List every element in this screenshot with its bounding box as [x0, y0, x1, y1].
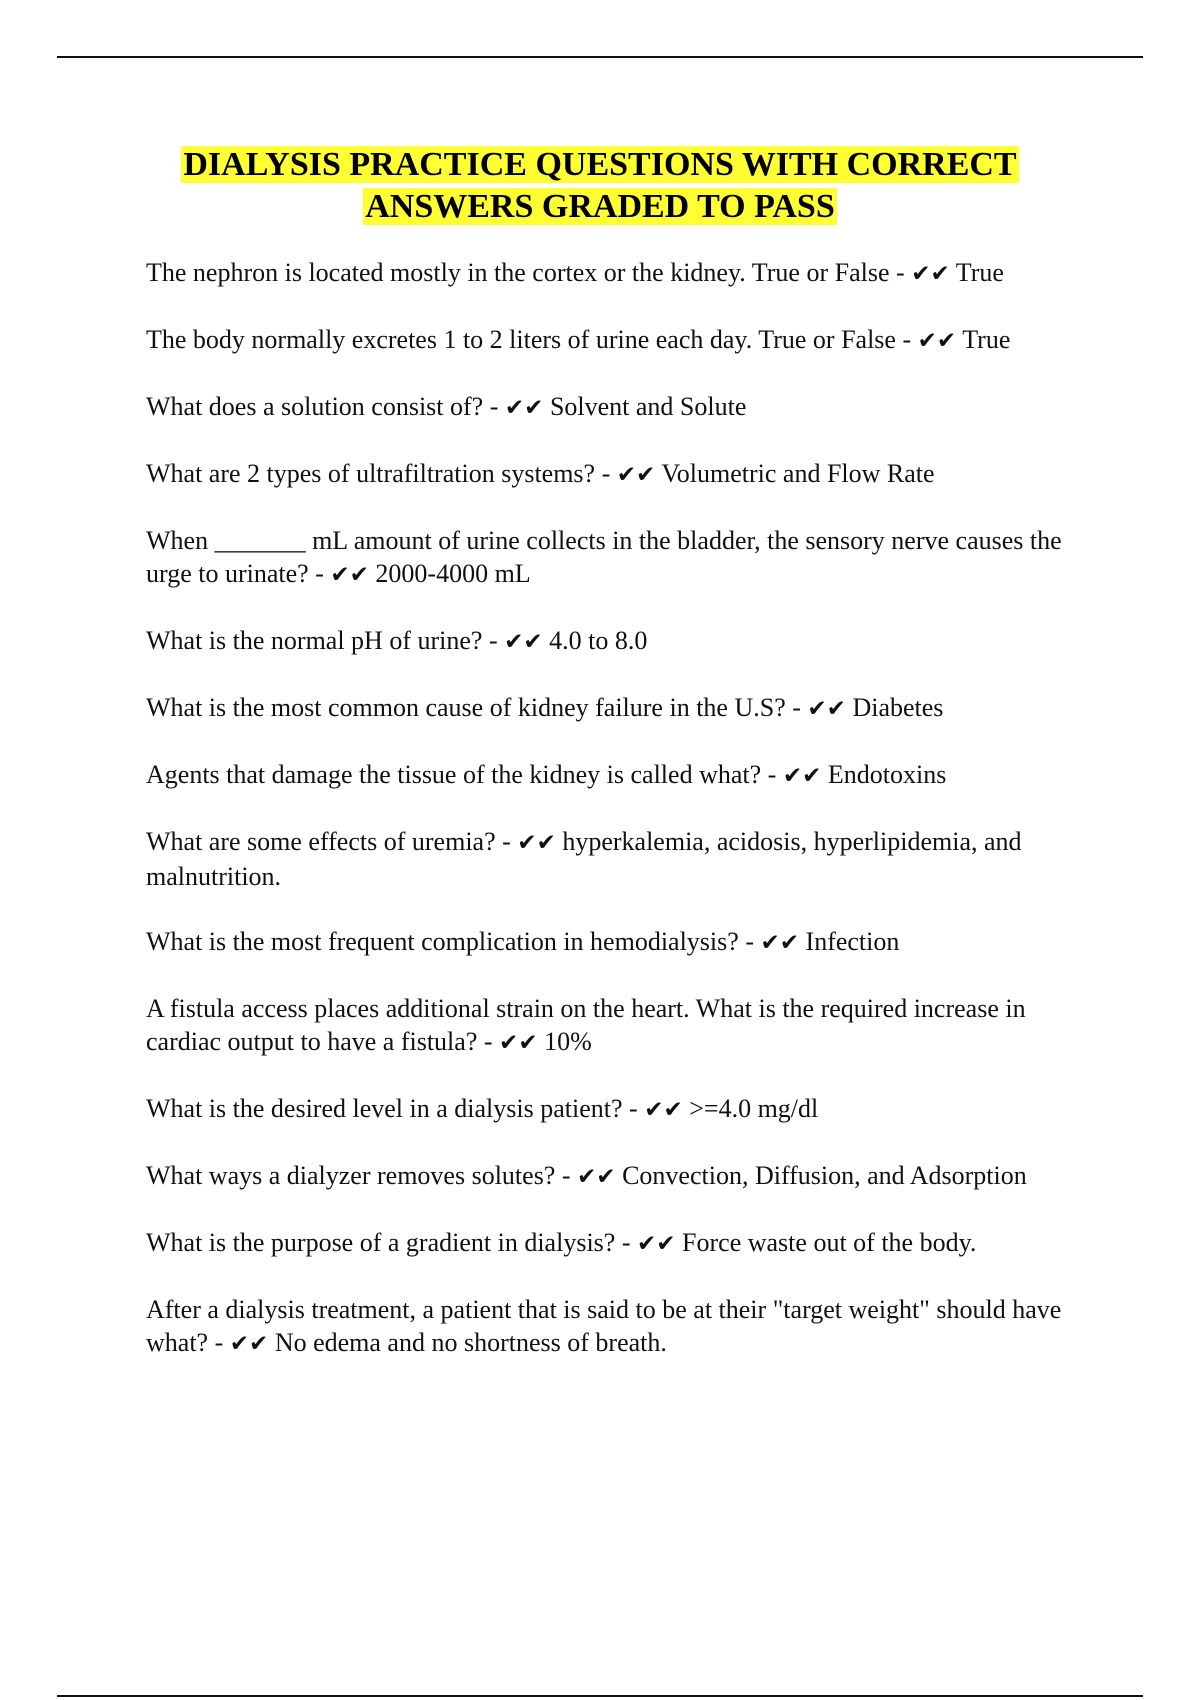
- answer-text: Convection, Diffusion, and Adsorption: [622, 1161, 1027, 1190]
- separator: -: [738, 927, 761, 956]
- qa-item: [146, 925, 1106, 960]
- answer-text: Force waste out of the body.: [682, 1228, 977, 1257]
- question-text: What is the most common cause of kidney failure in the U.S?: [146, 693, 786, 722]
- qa-item: [146, 992, 1106, 1060]
- check-icon: ✔✔: [504, 629, 543, 655]
- question-text: What is the normal pH of urine?: [146, 626, 483, 655]
- answer-text: No edema and no shortness of breath.: [274, 1328, 667, 1357]
- qa-item: [146, 524, 1106, 592]
- check-icon: ✔✔: [644, 1097, 683, 1123]
- separator: -: [889, 258, 912, 287]
- qa-item: [146, 390, 1106, 425]
- answer-text: >=4.0 mg/dl: [689, 1094, 819, 1123]
- qa-item: [146, 1226, 1106, 1261]
- qa-item: [146, 691, 1106, 726]
- check-icon: ✔✔: [504, 395, 544, 421]
- separator: -: [308, 559, 331, 588]
- question-text: What does a solution consist of?: [146, 392, 484, 421]
- check-icon: ✔✔: [616, 462, 656, 488]
- question-text: What is the purpose of a gradient in dialysis?: [146, 1228, 616, 1257]
- question-text: Agents that damage the tissue of the kidney is called what?: [146, 760, 762, 789]
- answer-text: True: [962, 325, 1011, 354]
- question-text: After a dialysis treatment, a patient that is said to be at their "target weight" should have what?: [146, 1295, 1062, 1357]
- check-icon: ✔✔: [911, 261, 950, 287]
- qa-item: [146, 457, 1106, 492]
- qa-item: [146, 758, 1106, 793]
- check-icon: ✔✔: [917, 328, 957, 354]
- answer-text: Solvent and Solute: [549, 392, 747, 421]
- check-icon: ✔✔: [807, 696, 846, 722]
- qa-item: [146, 1293, 1106, 1361]
- answer-text: True: [955, 258, 1004, 287]
- qa-item: [146, 1159, 1106, 1194]
- separator: -: [555, 1161, 578, 1190]
- qa-item: [146, 1092, 1106, 1127]
- title-line-1: DIALYSIS PRACTICE QUESTIONS WITH CORRECT: [183, 146, 1017, 183]
- check-icon: ✔✔: [499, 1030, 538, 1056]
- answer-text: Volumetric and Flow Rate: [661, 459, 935, 488]
- check-icon: ✔✔: [330, 562, 369, 588]
- check-icon: ✔✔: [760, 930, 800, 956]
- question-text: What is the desired level in a dialysis patient?: [146, 1094, 623, 1123]
- separator: -: [615, 1228, 637, 1257]
- answer-text: 2000-4000 mL: [375, 559, 531, 588]
- separator: -: [477, 1027, 500, 1056]
- answer-text: 10%: [544, 1027, 592, 1056]
- separator: -: [785, 693, 808, 722]
- qa-item: [146, 825, 1106, 893]
- answer-text: hyperkalemia, acidosis, hyperlipidemia, and malnutrition.: [146, 827, 1022, 891]
- separator: -: [482, 626, 505, 655]
- question-text: What ways a dialyzer removes solutes?: [146, 1161, 556, 1190]
- answer-text: Endotoxins: [827, 760, 947, 789]
- question-text: What is the most frequent complication in hemodialysis?: [146, 927, 739, 956]
- check-icon: ✔✔: [517, 830, 556, 856]
- check-icon: ✔✔: [637, 1231, 676, 1257]
- check-icon: ✔✔: [782, 763, 822, 789]
- qa-list: [146, 256, 1106, 1393]
- check-icon: ✔✔: [229, 1331, 269, 1357]
- qa-item: [146, 624, 1106, 659]
- separator: -: [495, 827, 518, 856]
- top-rule: [57, 56, 1143, 58]
- question-text: When _______ mL amount of urine collects in the bladder, the sensory nerve causes the urge to urinate?: [146, 526, 1062, 588]
- title-line-2: ANSWERS GRADED TO PASS: [365, 188, 835, 225]
- question-text: The nephron is located mostly in the cortex or the kidney. True or False: [146, 258, 890, 287]
- answer-text: 4.0 to 8.0: [549, 626, 648, 655]
- question-text: What are some effects of uremia?: [146, 827, 496, 856]
- question-text: What are 2 types of ultrafiltration systems?: [146, 459, 596, 488]
- document-title: [60, 144, 1140, 228]
- check-icon: ✔✔: [577, 1164, 616, 1190]
- separator: -: [208, 1328, 230, 1357]
- answer-text: Diabetes: [852, 693, 944, 722]
- qa-item: [146, 323, 1106, 358]
- bottom-rule: [57, 1695, 1143, 1697]
- question-text: The body normally excretes 1 to 2 liters of urine each day. True or False: [146, 325, 896, 354]
- separator: -: [595, 459, 617, 488]
- separator: -: [622, 1094, 645, 1123]
- question-text: A fistula access places additional strain on the heart. What is the required increase in cardiac output to have a fistula?: [146, 994, 1026, 1056]
- separator: -: [895, 325, 918, 354]
- answer-text: Infection: [805, 927, 900, 956]
- separator: -: [761, 760, 783, 789]
- separator: -: [483, 392, 505, 421]
- qa-item: [146, 256, 1106, 291]
